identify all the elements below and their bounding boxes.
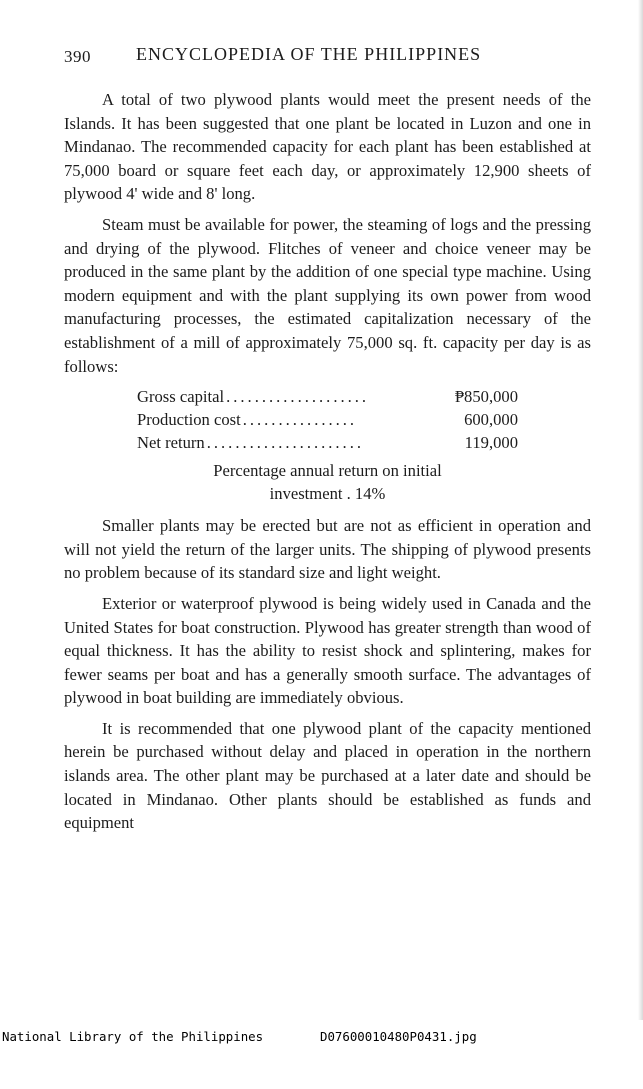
leader-dots: .................... xyxy=(226,387,370,407)
leader-dots: ................ xyxy=(242,410,358,430)
row-value: ₱850,000 xyxy=(454,387,518,407)
note-line-1: Percentage annual return on initial xyxy=(213,461,442,481)
running-head: ENCYCLOPEDIA OF THE PHILIPPINES xyxy=(136,44,482,64)
row-value: 119,000 xyxy=(464,433,518,453)
footer-library-name: National Library of the Philippines xyxy=(2,1029,264,1044)
capitalization-table xyxy=(137,385,518,454)
table-row xyxy=(137,385,518,408)
note-line-2: investment . 14% xyxy=(269,484,386,504)
leader-dots: ...................... xyxy=(206,433,364,453)
table-row xyxy=(137,431,518,454)
row-label: Net return xyxy=(137,433,205,453)
body-text xyxy=(64,88,591,842)
page-header xyxy=(64,44,594,72)
row-label: Gross capital xyxy=(137,387,225,407)
paragraph-smaller-plants: Smaller plants may be erected but are not as efficient in operation and will not yield the return of the larger units. The shipping of plywood presents no problem because of its standard size and light weight. xyxy=(64,516,591,583)
page-number: 390 xyxy=(64,47,91,66)
table-row xyxy=(137,408,518,431)
footer-filename: D07600010480P0431.jpg xyxy=(320,1029,477,1044)
scan-footer xyxy=(2,1029,641,1044)
paragraph-recommendation: It is recommended that one plywood plant of the capacity mentioned herein be purchased without delay and placed in operation in the northern islands area. The other plant may be purchased at a later date and should be located in Mindanao. Other plants should be established as funds and equipment xyxy=(64,718,591,833)
return-percentage-note xyxy=(64,459,591,505)
row-value: 600,000 xyxy=(464,410,518,430)
page-edge-shadow xyxy=(638,0,643,1020)
paragraph-steam-capital: Steam must be available for power, the steaming of logs and the pressing and drying of the plywood. Flitches of veneer and choice veneer may be produced in the same plant by the addition of one special type machine. Using modern equipment and with the plant supplying its own power from wood manufacturing processes, the estimated capitalization necessary of the establishment of a mill of approximately 75,000 sq. ft. capacity per day is as follows: xyxy=(64,214,591,376)
row-label: Production cost xyxy=(137,410,241,430)
paragraph-plant-count: A total of two plywood plants would meet the present needs of the Islands. It has been suggested that one plant be located in Luzon and one in Mindanao. The recommended capacity for each plant has been established at 75,000 board or square feet each day, or approximately 12,900 sheets of plywood 4' wide and 8' long. xyxy=(64,90,591,204)
paragraph-waterproof-plywood: Exterior or waterproof plywood is being widely used in Canada and the United States for boat construction. Plywood has greater strength than wood of equal thickness. It has the ability to resist shock and splintering, makes for fewer seams per boat and has a generally smooth surface. The advantages of plywood in boat building are immediately obvious. xyxy=(64,593,591,708)
